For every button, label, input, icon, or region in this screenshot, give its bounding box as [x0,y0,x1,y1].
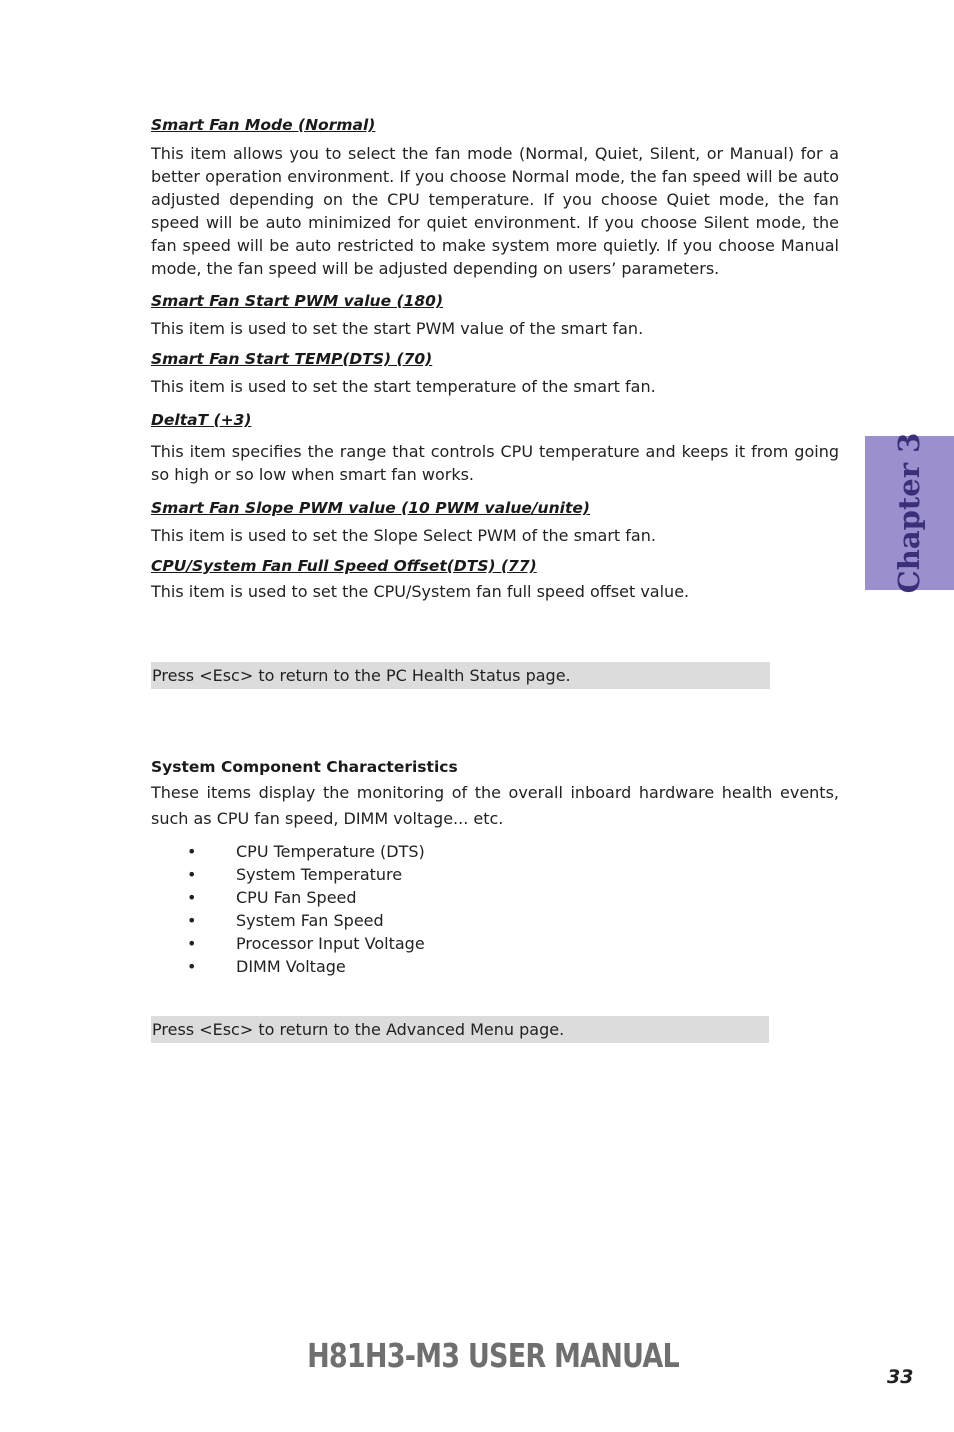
bullet-icon: • [187,934,197,953]
item-desc-slope-pwm: This item is used to set the Slope Select PWM of the smart fan. [151,526,656,545]
list-item: • Processor Input Voltage [187,934,425,953]
item-title-start-pwm: Smart Fan Start PWM value (180) [151,292,444,310]
page-number: 33 [887,1366,914,1388]
item-desc-start-temp: This item is used to set the start temperature of the smart fan. [151,377,656,396]
chapter-label: Chapter 3 [892,432,926,594]
item-desc-smart-fan-mode: This item allows you to select the fan mode (Normal, Quiet, Silent, or Manual) for a better operation environment. If you choose Normal mode, the fan speed will be auto adjusted depending on the CPU temperature. If you choose Quiet mode, the fan speed will be auto minimized for quiet environment. If you choose Silent mode, the fan speed will be auto restricted to make system more quietly. If you choose Manual mode, the fan speed will be adjusted depending on users’ parameters. [151,144,839,278]
manual-title: H81H3-M3 USER MANUAL [307,1336,679,1375]
item-desc-start-pwm: This item is used to set the start PWM value of the smart fan. [151,319,644,338]
list-item: • System Temperature [187,865,403,884]
list-item: • System Fan Speed [187,911,384,930]
item-title-start-temp: Smart Fan Start TEMP(DTS) (70) [151,350,433,368]
esc-note-pc-health: Press <Esc> to return to the PC Health Status page. [151,662,770,689]
section-description: These items display the monitoring of the overall inboard hardware health events, such as CPU fan speed, DIMM voltage... etc. [151,783,839,828]
bullet-icon: • [187,865,197,884]
bullet-icon: • [187,957,197,976]
list-item: • DIMM Voltage [187,957,346,976]
list-item: • CPU Fan Speed [187,888,357,907]
component-list [151,840,839,978]
item-title-smart-fan-mode: Smart Fan Mode (Normal) [151,116,376,134]
chapter-tab [865,432,954,594]
system-component-section [151,756,839,978]
bullet-icon: • [187,842,197,861]
bullet-icon: • [187,911,197,930]
bullet-icon: • [187,888,197,907]
item-title-slope-pwm: Smart Fan Slope PWM value (10 PWM value/unite) [151,499,590,517]
item-title-full-speed-offset: CPU/System Fan Full Speed Offset(DTS) (77) [151,557,537,575]
item-title-deltat: DeltaT (+3) [151,411,252,429]
item-desc-deltat: This item specifies the range that controls CPU temperature and keeps it from going so high or so low when smart fan works. [151,442,839,484]
esc-note-advanced: Press <Esc> to return to the Advanced Menu page. [151,1016,769,1043]
section-title: System Component Characteristics [151,758,458,776]
item-list [151,114,839,603]
list-item: • CPU Temperature (DTS) [187,842,425,861]
item-desc-full-speed-offset: This item is used to set the CPU/System fan full speed offset value. [151,582,690,601]
